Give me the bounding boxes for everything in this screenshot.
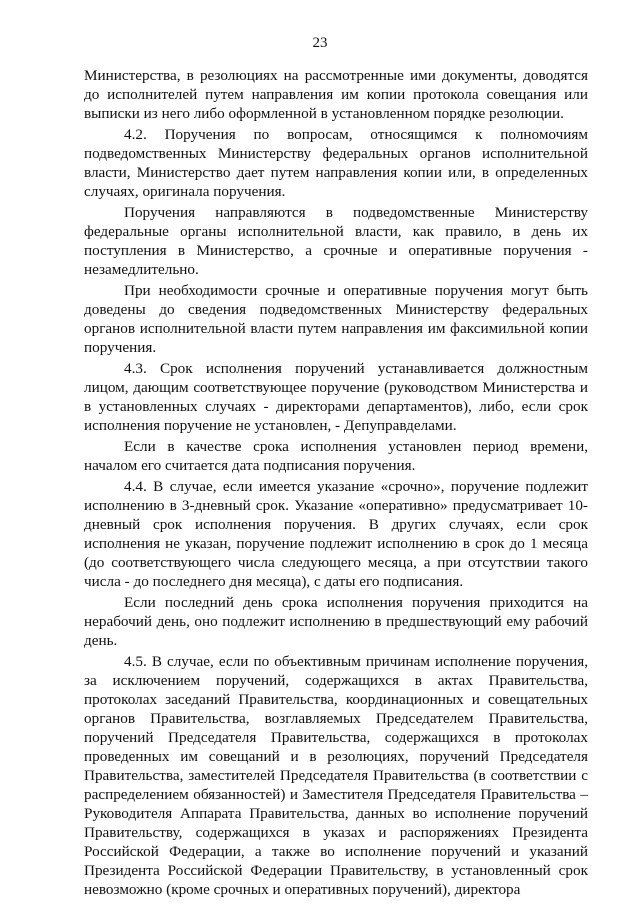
paragraph-4-3: 4.3. Срок исполнения поручений устанавливается должностным лицом, дающим соответствующее поручение (руководством Министерства и в установленных случаях - директорами департаментов), либо, если срок исполнения поручение не установлен, - Депуправделами.: [84, 360, 588, 434]
page-number: 23: [312, 35, 328, 51]
paragraph-4-2: 4.2. Поручения по вопросам, относящимся к полномочиям подведомственных Министерству федеральных органов исполнительной власти, Министерство дает путем направления копии или, в определенных случаях, оригинала поручения.: [84, 126, 588, 200]
paragraph-orders-sent: Поручения направляются в подведомственные Министерству федеральные органы исполнительной власти, как правило, в день их поступления в Министерство, а срочные и оперативные поручения - незамедлительно.: [84, 204, 588, 278]
paragraph-period-start: Если в качестве срока исполнения установлен период времени, началом его считается дата подписания поручения.: [84, 438, 588, 474]
paragraph-fax-copy: При необходимости срочные и оперативные поручения могут быть доведены до сведения подведомственных Министерству федеральных органов исполнительной власти путем направления им факсимильной копии поручения.: [84, 282, 588, 356]
paragraph-non-working-day: Если последний день срока исполнения поручения приходится на нерабочий день, оно подлежит исполнению в предшествующий ему рабочий день.: [84, 594, 588, 649]
paragraph-continuation: Министерства, в резолюциях на рассмотренные ими документы, доводятся до исполнителей путем направления им копии протокола совещания или выписки из него либо оформленной в установленном порядке резолюции.: [84, 67, 588, 122]
paragraph-4-5: 4.5. В случае, если по объективным причинам исполнение поручения, за исключением поручений, содержащихся в актах Правительства, протоколах заседаний Правительства, координационных и совещательных органов Правительства, возглавляемых Председателем Правительства, поручений Председателя Правительства, содержащихся в протоколах проведенных им совещаний и в резолюциях, поручений Председателя Правительства, заместителей Председателя Правительства (в соответствии с распределением обязанностей) и Заместителя Председателя Правительства – Руководителя Аппарата Правительства, данных во исполнение поручений Правительству, содержащихся в указах и распоряжениях Президента Российской Федерации, а также во исполнение поручений и указаний Президента Российской Федерации Правительству, в установленный срок невозможно (кроме срочных и оперативных поручений), директора: [84, 653, 588, 898]
document-body: [84, 66, 588, 899]
paragraph-4-4: 4.4. В случае, если имеется указание «срочно», поручение подлежит исполнению в 3-дневный срок. Указание «оперативно» предусматривает 10-дневный срок исполнения поручения. В других случаях, если срок исполнения не указан, поручение подлежит исполнению в срок до 1 месяца (до соответствующего числа следующего месяца, а при отсутствии такого числа - до последнего дня месяца), с даты его подписания.: [84, 478, 588, 590]
